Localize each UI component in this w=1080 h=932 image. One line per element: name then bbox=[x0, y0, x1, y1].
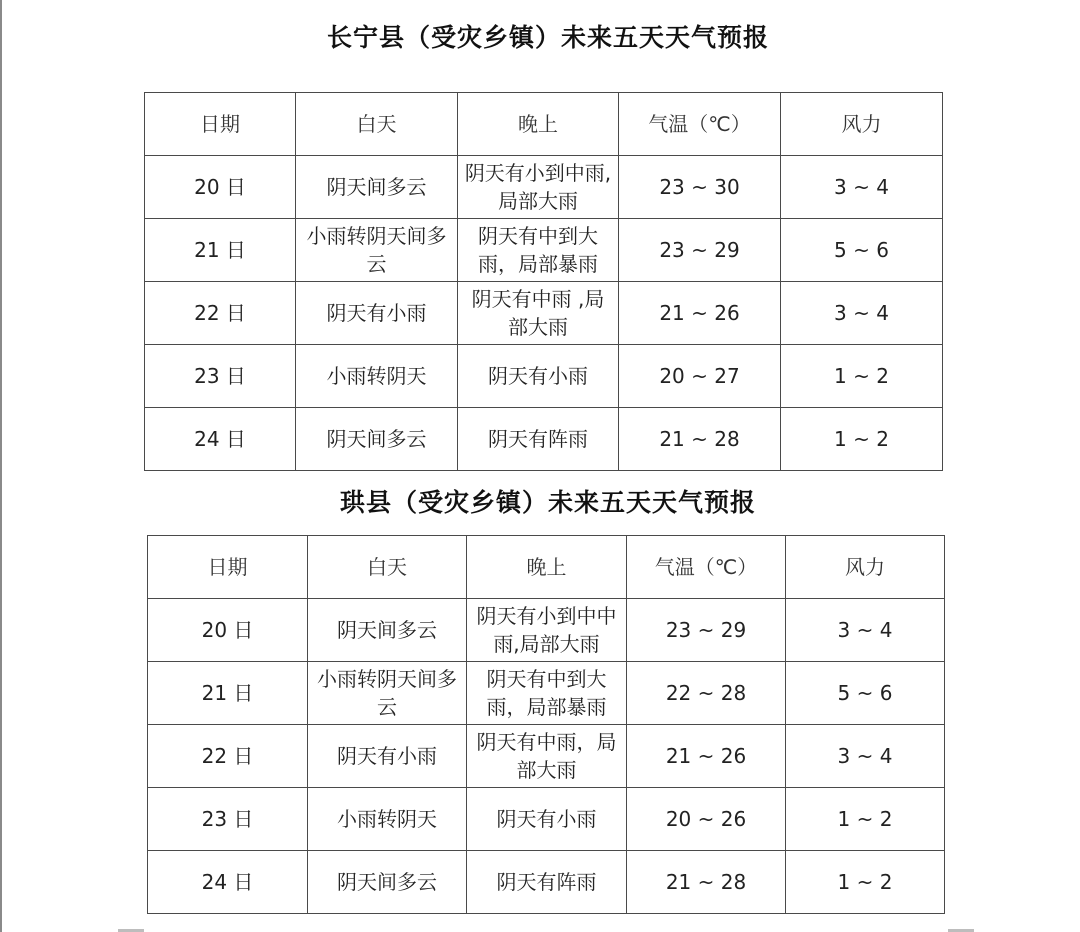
cell-date: 23 日 bbox=[145, 345, 296, 408]
cell-wind: 3 ~ 4 bbox=[786, 599, 945, 662]
table-row bbox=[148, 725, 945, 788]
cell-date: 23 日 bbox=[148, 788, 308, 851]
cell-date: 24 日 bbox=[145, 408, 296, 471]
cut-off-heading bbox=[200, 0, 370, 4]
table-row bbox=[148, 662, 945, 725]
cell-temperature: 22 ~ 28 bbox=[627, 662, 786, 725]
cell-day: 小雨转阴天 bbox=[296, 345, 458, 408]
cell-day: 阴天有小雨 bbox=[308, 725, 467, 788]
cell-day: 阴天间多云 bbox=[296, 156, 458, 219]
table-row bbox=[148, 599, 945, 662]
cell-date: 22 日 bbox=[148, 725, 308, 788]
cell-night: 阴天有小到中雨,局部大雨 bbox=[458, 156, 619, 219]
cell-wind: 5 ~ 6 bbox=[786, 662, 945, 725]
cell-day: 阴天间多云 bbox=[296, 408, 458, 471]
table-row bbox=[148, 788, 945, 851]
cell-night: 阴天有中雨，局部大雨 bbox=[467, 725, 627, 788]
table-row bbox=[145, 408, 943, 471]
table-row bbox=[145, 219, 943, 282]
cell-night: 阴天有阵雨 bbox=[458, 408, 619, 471]
cell-wind: 1 ~ 2 bbox=[781, 345, 943, 408]
header-date: 日期 bbox=[148, 536, 308, 599]
cell-temperature: 21 ~ 26 bbox=[619, 282, 781, 345]
cell-temperature: 23 ~ 29 bbox=[619, 219, 781, 282]
cell-night: 阴天有阵雨 bbox=[467, 851, 627, 914]
cell-wind: 1 ~ 2 bbox=[786, 788, 945, 851]
cell-temperature: 23 ~ 29 bbox=[627, 599, 786, 662]
header-temperature: 气温（℃） bbox=[619, 93, 781, 156]
cell-wind: 3 ~ 4 bbox=[781, 156, 943, 219]
cell-date: 24 日 bbox=[148, 851, 308, 914]
table-row bbox=[145, 282, 943, 345]
table-row bbox=[145, 345, 943, 408]
cell-night: 阴天有小到中中雨,局部大雨 bbox=[467, 599, 627, 662]
forecast-table-gongxian bbox=[147, 535, 945, 914]
cell-wind: 3 ~ 4 bbox=[781, 282, 943, 345]
cell-day: 阴天有小雨 bbox=[296, 282, 458, 345]
cell-date: 21 日 bbox=[145, 219, 296, 282]
cell-wind: 5 ~ 6 bbox=[781, 219, 943, 282]
cell-date: 21 日 bbox=[148, 662, 308, 725]
forecast-table-changning bbox=[144, 92, 943, 471]
cell-date: 20 日 bbox=[145, 156, 296, 219]
cell-day: 阴天间多云 bbox=[308, 599, 467, 662]
header-night: 晚上 bbox=[458, 93, 619, 156]
cell-night: 阴天有中雨 ,局部大雨 bbox=[458, 282, 619, 345]
page-left-edge bbox=[0, 0, 2, 932]
header-day: 白天 bbox=[296, 93, 458, 156]
cell-temperature: 21 ~ 28 bbox=[627, 851, 786, 914]
cell-date: 22 日 bbox=[145, 282, 296, 345]
cell-temperature: 21 ~ 26 bbox=[627, 725, 786, 788]
forecast-title-gongxian: 珙县（受灾乡镇）未来五天天气预报 bbox=[340, 488, 757, 517]
header-wind: 风力 bbox=[786, 536, 945, 599]
cell-date: 20 日 bbox=[148, 599, 308, 662]
cell-night: 阴天有小雨 bbox=[467, 788, 627, 851]
cell-day: 小雨转阴天 bbox=[308, 788, 467, 851]
cell-temperature: 20 ~ 26 bbox=[627, 788, 786, 851]
cell-temperature: 20 ~ 27 bbox=[619, 345, 781, 408]
header-night: 晚上 bbox=[467, 536, 627, 599]
table-header-row bbox=[148, 536, 945, 599]
header-date: 日期 bbox=[145, 93, 296, 156]
cell-night: 阴天有中到大雨，局部暴雨 bbox=[467, 662, 627, 725]
cell-temperature: 21 ~ 28 bbox=[619, 408, 781, 471]
cell-night: 阴天有小雨 bbox=[458, 345, 619, 408]
header-day: 白天 bbox=[308, 536, 467, 599]
cell-day: 阴天间多云 bbox=[308, 851, 467, 914]
header-temperature: 气温（℃） bbox=[627, 536, 786, 599]
cell-wind: 1 ~ 2 bbox=[781, 408, 943, 471]
cell-night: 阴天有中到大雨，局部暴雨 bbox=[458, 219, 619, 282]
table-row bbox=[148, 851, 945, 914]
table-row bbox=[145, 156, 943, 219]
forecast-title-changning: 长宁县（受灾乡镇）未来五天天气预报 bbox=[327, 23, 770, 52]
cell-temperature: 23 ~ 30 bbox=[619, 156, 781, 219]
table-header-row bbox=[145, 93, 943, 156]
cell-day: 小雨转阴天间多云 bbox=[308, 662, 467, 725]
cell-day: 小雨转阴天间多云 bbox=[296, 219, 458, 282]
cell-wind: 3 ~ 4 bbox=[786, 725, 945, 788]
header-wind: 风力 bbox=[781, 93, 943, 156]
cell-wind: 1 ~ 2 bbox=[786, 851, 945, 914]
